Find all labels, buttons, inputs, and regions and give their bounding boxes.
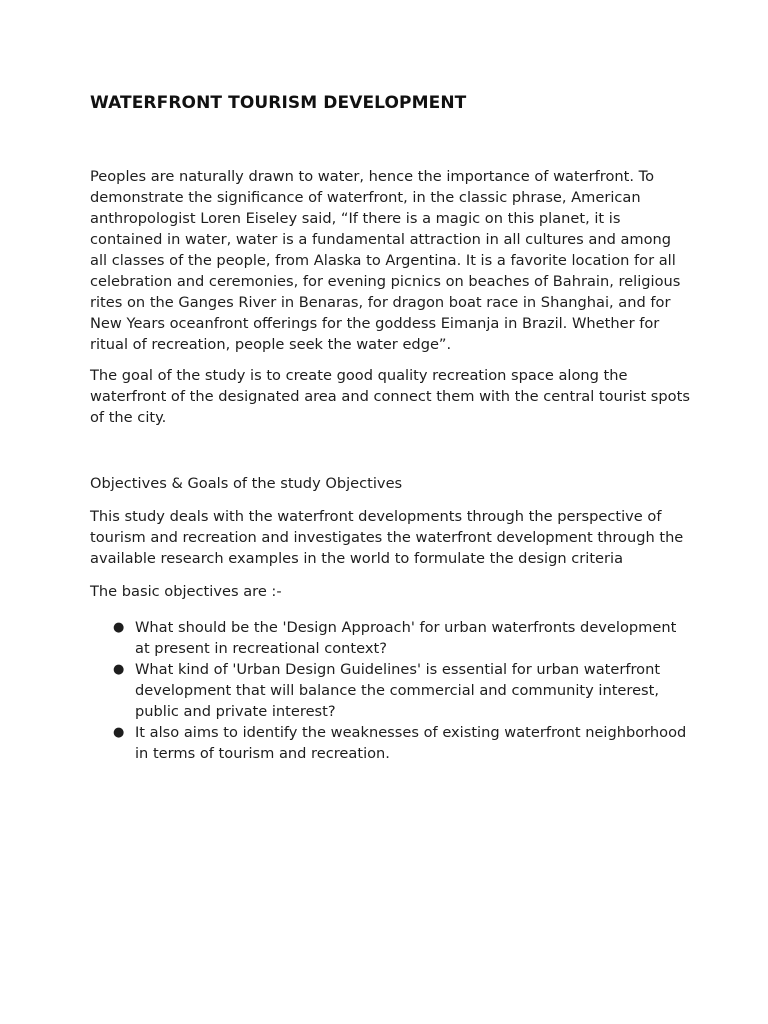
document-title: WATERFRONT TOURISM DEVELOPMENT (90, 93, 467, 113)
basic-objectives-label: The basic objectives are :- (90, 583, 282, 600)
goal-paragraph: The goal of the study is to create good quality recreation space along the waterfront of the designated area and connect them with the central tourist spots of the city. (90, 367, 690, 426)
document-body (90, 92, 690, 764)
list-item (90, 722, 690, 764)
list-item (90, 659, 690, 722)
list-item-text: It also aims to identify the weaknesses of existing waterfront neighborhood in terms of tourism and recreation. (135, 724, 687, 762)
bullet-icon: ● (113, 725, 125, 740)
intro-paragraph: Peoples are naturally drawn to water, hence the importance of waterfront. To demonstrate the significance of waterfront, in the classic phrase, American anthropologist Loren Eiseley said, “If there is a magic on this planet, it is contained in water, water is a fundamental attraction in all cultures and among all classes of the people, from Alaska to Argentina. It is a favorite location for all celebration and ceremonies, for evening picnics on beaches of Bahrain, religious rites on the Ganges River in Benaras, for dragon boat race in Shanghai, and for New Years oceanfront offerings for the goddess Eimanja in Brazil. Whether for ritual of recreation, people seek the water edge”. (90, 168, 681, 353)
list-item-text: What should be the 'Design Approach' for urban waterfronts development at present in recreational context? (135, 619, 677, 657)
list-item (90, 617, 690, 659)
objectives-list (90, 617, 690, 764)
objectives-heading: Objectives & Goals of the study Objectives (90, 475, 403, 492)
bullet-icon: ● (113, 620, 125, 635)
bullet-icon: ● (113, 662, 125, 677)
study-paragraph: This study deals with the waterfront developments through the perspective of tourism and recreation and investigates the waterfront development through the available research examples in the world to formulate the design criteria (90, 508, 684, 567)
list-item-text: What kind of 'Urban Design Guidelines' is essential for urban waterfront development that will balance the commercial and community interest, public and private interest? (135, 661, 661, 720)
